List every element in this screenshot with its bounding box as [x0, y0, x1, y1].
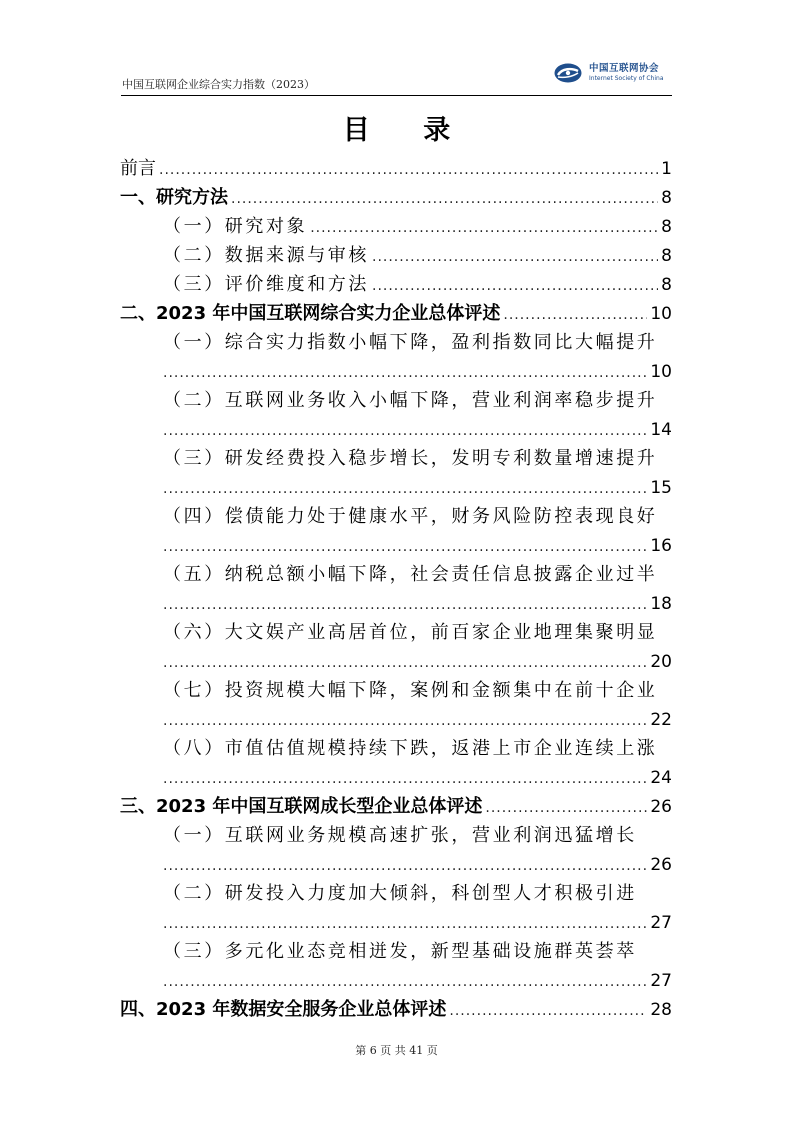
toc-leader [163, 649, 647, 677]
toc-entry-line [163, 851, 672, 879]
toc-entry-title: 二、2023 年中国互联网综合实力企业总体评述 [120, 303, 501, 324]
toc-leader [485, 794, 647, 822]
toc-leader [163, 359, 647, 387]
toc-entry-title: （三）多元化业态竞相迸发，新型基础设施群英荟萃 [163, 941, 637, 962]
toc-leader [163, 707, 647, 735]
toc-entry-section-2[interactable] [120, 300, 672, 328]
toc-entry-page: 8 [661, 275, 672, 295]
toc-leader [449, 997, 647, 1025]
toc-entry-title: （二）研发投入力度加大倾斜，科创型人才积极引进 [163, 883, 637, 904]
toc-leader [163, 417, 647, 445]
toc-entry-1-1[interactable] [163, 213, 672, 241]
toc-leader [372, 243, 658, 271]
toc-entry-page: 27 [650, 913, 672, 933]
toc-leader [163, 852, 647, 880]
page-footer: 第 6 页 共 41 页 [355, 1044, 438, 1057]
toc-leader [163, 765, 647, 793]
toc-entry-line [163, 445, 672, 473]
toc-entry-title: （一）互联网业务规模高速扩张，营业利润迅猛增长 [163, 825, 637, 846]
toc-leader [503, 301, 647, 329]
toc-entry-page: 26 [650, 797, 672, 817]
toc-entry-line [163, 532, 672, 560]
toc-entry-page: 15 [650, 478, 672, 498]
toc-entry-page: 10 [650, 362, 672, 382]
logo-chinese-name: 中国互联网协会 [589, 63, 660, 75]
toc-entry-page: 18 [650, 594, 672, 614]
toc-entry-title: 一、研究方法 [120, 187, 228, 208]
toc-entry-page: 8 [661, 217, 672, 237]
toc-leader [231, 185, 658, 213]
toc-entry-line [163, 503, 672, 531]
toc-entry-line [163, 822, 672, 850]
toc-entry-page: 10 [650, 304, 672, 324]
logo [553, 62, 664, 84]
toc-entry-page: 28 [650, 1000, 672, 1020]
toc-entry-title: （六）大文娱产业高居首位，前百家企业地理集聚明显 [163, 622, 658, 643]
toc-entry-title: （三）评价维度和方法 [163, 274, 369, 295]
toc-entry-page: 1 [661, 159, 672, 179]
toc-entry-page: 26 [650, 855, 672, 875]
toc-entry-line [163, 590, 672, 618]
toc-entry-title: 前言 [120, 158, 156, 179]
toc-entry-line [163, 880, 672, 908]
toc-leader [163, 910, 647, 938]
toc-entry-section-3[interactable] [120, 793, 672, 821]
toc-entry-section-1[interactable] [120, 184, 672, 212]
toc-entry-title: 四、2023 年数据安全服务企业总体评述 [120, 999, 447, 1020]
toc-entry-preface[interactable] [120, 155, 672, 183]
logo-icon [553, 62, 583, 84]
toc-entry-page: 8 [661, 188, 672, 208]
toc-entry-page: 27 [650, 971, 672, 991]
toc-entry-line [163, 677, 672, 705]
toc-entry-line [163, 735, 672, 763]
toc-leader [163, 968, 647, 996]
toc-entry-line [163, 764, 672, 792]
toc-entry-page: 8 [661, 246, 672, 266]
toc-leader [163, 591, 647, 619]
toc-leader [163, 475, 647, 503]
toc-entry-title: （三）研发经费投入稳步增长，发明专利数量增速提升 [163, 448, 658, 469]
toc-entry-line [163, 387, 672, 415]
toc-entry-section-4[interactable] [120, 996, 672, 1024]
toc-entry-page: 16 [650, 536, 672, 556]
toc-entry-page: 24 [650, 768, 672, 788]
toc-entry-line [163, 619, 672, 647]
toc-entry-page: 22 [650, 710, 672, 730]
toc-entry-title: （四）偿债能力处于健康水平，财务风险防控表现良好 [163, 506, 658, 527]
toc-entry-page: 14 [650, 420, 672, 440]
toc-entry-line [163, 329, 672, 357]
toc-entry-title: （二）互联网业务收入小幅下降，营业利润率稳步提升 [163, 390, 658, 411]
header-divider [121, 95, 672, 96]
toc-entry-1-2[interactable] [163, 242, 672, 270]
toc-entry-title: （一）综合实力指数小幅下降，盈利指数同比大幅提升 [163, 332, 658, 353]
toc-entry-line [163, 938, 672, 966]
toc-entry-title: （五）纳税总额小幅下降，社会责任信息披露企业过半 [163, 564, 658, 585]
toc-entry-page: 20 [650, 652, 672, 672]
toc-entry-title: 三、2023 年中国互联网成长型企业总体评述 [120, 796, 483, 817]
toc-title: 目 录 [342, 115, 473, 146]
toc-leader [159, 156, 658, 184]
toc-entry-1-3[interactable] [163, 271, 672, 299]
logo-english-name: Internet Society of China [589, 74, 664, 82]
toc-entry-line [163, 967, 672, 995]
toc-entry-line [163, 416, 672, 444]
toc-leader [310, 214, 658, 242]
toc-entry-line [163, 358, 672, 386]
toc-entry-line [163, 706, 672, 734]
toc-entry-line [163, 909, 672, 937]
toc-entry-line [163, 561, 672, 589]
toc-entry-line [163, 648, 672, 676]
toc-leader [372, 272, 658, 300]
toc-entry-title: （八）市值估值规模持续下跌，返港上市企业连续上涨 [163, 738, 658, 759]
toc-entry-title: （七）投资规模大幅下降，案例和金额集中在前十企业 [163, 680, 658, 701]
toc-leader [163, 533, 647, 561]
toc-entry-line [163, 474, 672, 502]
toc-entry-title: （二）数据来源与审核 [163, 245, 369, 266]
toc-entry-title: （一）研究对象 [163, 216, 308, 237]
document-title: 中国互联网企业综合实力指数（2023） [122, 78, 315, 91]
